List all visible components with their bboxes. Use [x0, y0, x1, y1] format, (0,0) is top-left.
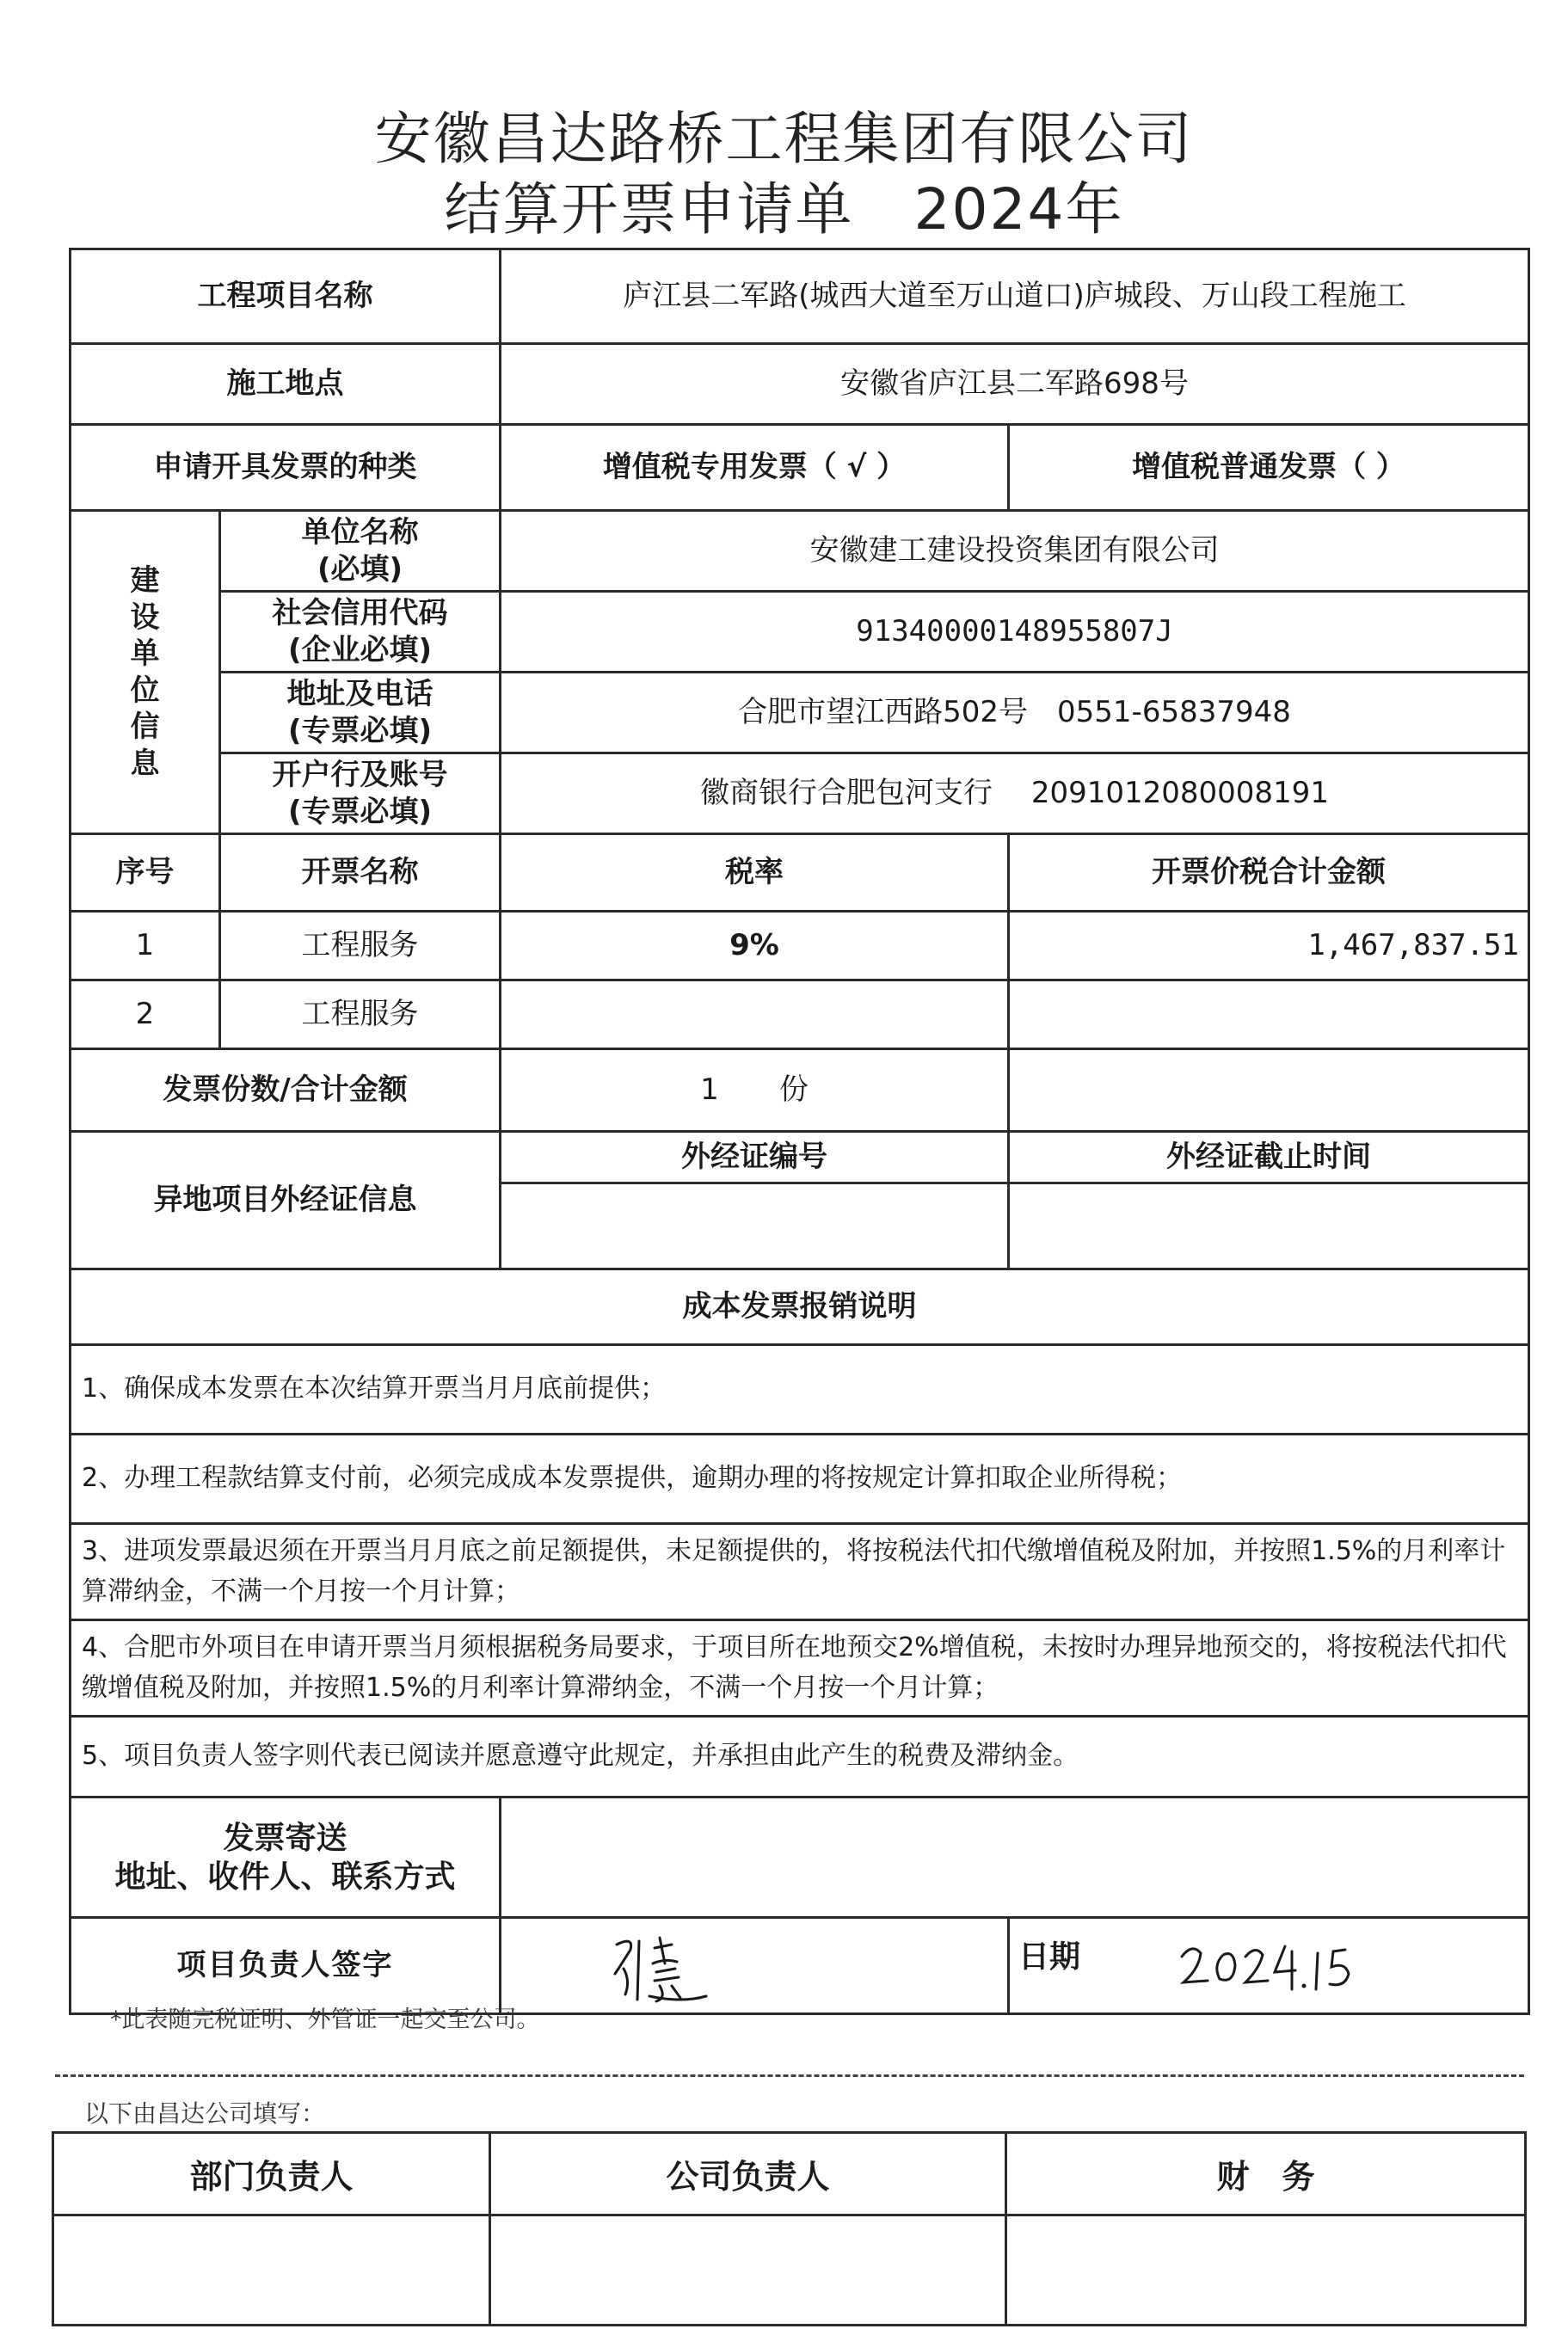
note-row [71, 1435, 1529, 1524]
note-item: 5、项目负责人签字则代表已阅读并愿意遵守此规定，并承担由此产生的税费及滞纳金。 [71, 1717, 1529, 1797]
approval-header-row [53, 2133, 1526, 2215]
builder-row [71, 592, 1529, 673]
note-item: 2、办理工程款结算支付前，必须完成成本发票提供，逾期办理的将按规定计算扣取企业所得税； [71, 1435, 1529, 1524]
remote-deadline-header: 外经证截止时间 [1009, 1132, 1529, 1183]
item-rate [501, 980, 1009, 1049]
builder-field-label [220, 592, 501, 673]
site-label: 施工地点 [71, 344, 501, 425]
item-name: 工程服务 [220, 912, 501, 980]
remote-number-header: 外经证编号 [501, 1132, 1009, 1183]
builder-field-label-2: (企业必填) [287, 632, 433, 667]
builder-field-label [220, 511, 501, 592]
builder-field-label [220, 673, 501, 753]
site-row [71, 344, 1529, 425]
totals-amount [1009, 1049, 1529, 1132]
date-label: 日期 [1018, 1939, 1081, 1975]
items-header-no: 序号 [71, 834, 220, 912]
builder-field-label-1: 开户行及账号 [272, 758, 448, 792]
mailing-label-line1: 发票寄送 [223, 1820, 347, 1856]
invoice-type-special: 增值税专用发票（ √ ） [501, 425, 1009, 511]
mailing-value [501, 1797, 1529, 1918]
invoice-type-normal: 增值税普通发票（ ） [1009, 425, 1529, 511]
mailing-row [71, 1797, 1529, 1918]
project-name-row [71, 249, 1529, 344]
note-row [71, 1524, 1529, 1620]
project-name-value: 庐江县二军路(城西大道至万山道口)庐城段、万山段工程施工 [501, 249, 1529, 344]
mailing-label [71, 1797, 501, 1918]
totals-count-cell [501, 1049, 1009, 1132]
builder-section-text: 建设单位信息 [130, 563, 160, 781]
totals-label: 发票份数/合计金额 [71, 1049, 501, 1132]
finance-signature-cell[interactable] [1006, 2215, 1526, 2326]
application-form-table [69, 248, 1530, 2015]
items-header-rate: 税率 [501, 834, 1009, 912]
handwritten-signature [605, 1929, 742, 2006]
signature-label: 项目负责人签字 [71, 1918, 501, 2014]
item-rate: 9% [501, 912, 1009, 980]
builder-row [71, 511, 1529, 592]
builder-bank-value: 徽商银行合肥包河支行 2091012080008191 [501, 753, 1529, 834]
note-item: 1、确保成本发票在本次结算开票当月月底前提供； [71, 1345, 1529, 1435]
builder-credit-code-value: 91340000148955807J [501, 592, 1529, 673]
note-item: 4、合肥市外项目在申请开票当月须根据税务局要求，于项目所在地预交2%增值税，未按时办理异地预交的，将按税法代扣代缴增值税及附加，并按照1.5%的月利率计算滞纳金，不满一个月按一个月计算； [71, 1620, 1529, 1717]
table-row [71, 912, 1529, 980]
builder-section-label [71, 511, 220, 834]
notes-title: 成本发票报销说明 [71, 1269, 1529, 1345]
company-signature-cell[interactable] [490, 2215, 1006, 2326]
form-title-text: 结算开票申请单 [444, 176, 854, 243]
invoice-type-row [71, 425, 1529, 511]
project-name-label: 工程项目名称 [71, 249, 501, 344]
notes-title-row [71, 1269, 1529, 1345]
builder-row [71, 673, 1529, 753]
date-cell[interactable] [1009, 1918, 1529, 2014]
builder-row [71, 753, 1529, 834]
items-header-amount: 开票价税合计金额 [1009, 834, 1529, 912]
builder-field-label-1: 社会信用代码 [272, 596, 448, 630]
remote-number-value [501, 1183, 1009, 1269]
handwritten-date [1173, 1931, 1380, 2000]
remote-label: 异地项目外经证信息 [71, 1132, 501, 1269]
approval-header-department: 部门负责人 [53, 2133, 490, 2215]
dashed-divider [55, 2074, 1524, 2077]
totals-count: 1 [700, 1072, 719, 1108]
mailing-label-line2: 地址、收件人、联系方式 [114, 1859, 456, 1895]
note-item: 3、进项发票最迟须在开票当月月底之前足额提供，未足额提供的，将按税法代扣代缴增值税及附加，并按照1.5%的月利率计算滞纳金，不满一个月按一个月计算； [71, 1524, 1529, 1620]
approval-table [52, 2131, 1527, 2326]
item-amount: 1,467,837.51 [1009, 912, 1529, 980]
builder-field-label-1: 地址及电话 [286, 677, 434, 711]
footnote: *此表随完税证明、外管证一起交至公司。 [110, 2006, 540, 2033]
builder-field-label-2: (必填) [317, 551, 403, 587]
note-row [71, 1345, 1529, 1435]
builder-address-value: 合肥市望江西路502号 0551-65837948 [501, 673, 1529, 753]
signature-cell[interactable] [501, 1918, 1009, 2014]
items-header-name: 开票名称 [220, 834, 501, 912]
item-amount [1009, 980, 1529, 1049]
builder-field-label-1: 单位名称 [301, 515, 419, 550]
note-row [71, 1620, 1529, 1717]
totals-row [71, 1049, 1529, 1132]
item-no: 1 [71, 912, 220, 980]
company-title: 安徽昌达路桥工程集团有限公司 [374, 106, 1194, 172]
signature-row [71, 1918, 1529, 2014]
builder-field-label-2: (专票必填) [287, 713, 433, 748]
site-value: 安徽省庐江县二军路698号 [501, 344, 1529, 425]
approval-header-finance: 财 务 [1006, 2133, 1526, 2215]
builder-field-label-2: (专票必填) [287, 794, 433, 829]
totals-unit: 份 [778, 1072, 809, 1108]
items-header-row [71, 834, 1529, 912]
note-row [71, 1717, 1529, 1797]
invoice-type-label: 申请开具发票的种类 [71, 425, 501, 511]
form-year: 2024年 [913, 176, 1124, 243]
builder-field-label [220, 753, 501, 834]
builder-name-value: 安徽建工建设投资集团有限公司 [501, 511, 1529, 592]
approval-signature-row [53, 2215, 1526, 2326]
item-name: 工程服务 [220, 980, 501, 1049]
form-title [0, 163, 1568, 245]
remote-header-row [71, 1132, 1529, 1183]
approval-header-company: 公司负责人 [490, 2133, 1006, 2215]
table-row [71, 980, 1529, 1049]
remote-deadline-value [1009, 1183, 1529, 1269]
item-no: 2 [71, 980, 220, 1049]
department-signature-cell[interactable] [53, 2215, 490, 2326]
company-fill-label: 以下由昌达公司填写： [84, 2099, 326, 2128]
